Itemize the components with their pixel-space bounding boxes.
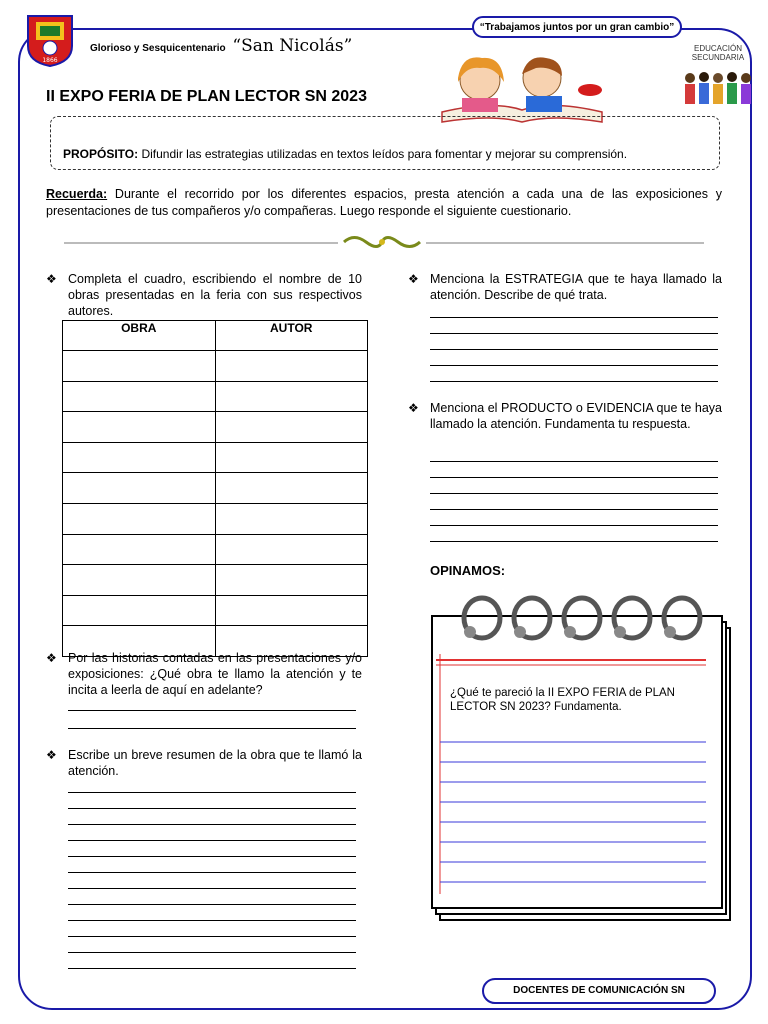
answer-line[interactable]	[68, 920, 356, 921]
table-row	[63, 442, 368, 473]
notebook-prompt: ¿Qué te pareció la II EXPO FERIA de PLAN LECTOR SN 2023? Fundamenta.	[450, 687, 675, 713]
column-header-obra: OBRA	[63, 321, 216, 351]
cell-obra[interactable]	[63, 381, 216, 412]
question-text: Escribe un breve resumen de la obra que te llamó la atención.	[68, 748, 362, 778]
answer-lines-q4[interactable]	[430, 317, 718, 397]
answer-lines-q3[interactable]	[68, 792, 356, 984]
table-row	[63, 565, 368, 596]
cell-obra[interactable]	[63, 412, 216, 443]
footer-label: DOCENTES DE COMUNICACIÓN SN	[482, 978, 716, 1004]
answer-line[interactable]	[430, 317, 718, 318]
school-motto: “Trabajamos juntos por un gran cambio”	[472, 16, 682, 38]
purpose-label: PROPÓSITO:	[63, 147, 139, 161]
table-row	[63, 503, 368, 534]
answer-line[interactable]	[68, 872, 356, 873]
cell-obra[interactable]	[63, 473, 216, 504]
cell-autor[interactable]	[215, 473, 368, 504]
column-header-autor: AUTOR	[215, 321, 368, 351]
diamond-bullet-icon: ❖	[408, 272, 419, 286]
cell-autor[interactable]	[215, 595, 368, 626]
cell-obra[interactable]	[63, 565, 216, 596]
question-favorite-work	[46, 650, 362, 698]
answer-line[interactable]	[68, 904, 356, 905]
answer-line[interactable]	[68, 792, 356, 793]
question-summary	[46, 747, 362, 779]
question-strategy	[408, 271, 722, 303]
answer-line[interactable]	[68, 824, 356, 825]
diamond-bullet-icon: ❖	[46, 748, 57, 762]
answer-line[interactable]	[430, 461, 718, 462]
answer-line[interactable]	[430, 333, 718, 334]
answer-line[interactable]	[430, 477, 718, 478]
cell-obra[interactable]	[63, 351, 216, 382]
cell-autor[interactable]	[215, 381, 368, 412]
question-works-table	[46, 271, 362, 319]
table-row	[63, 595, 368, 626]
school-crest-icon	[24, 12, 76, 68]
table-row	[63, 412, 368, 443]
diamond-bullet-icon: ❖	[46, 272, 57, 286]
opinion-heading: OPINAMOS:	[430, 563, 506, 578]
answer-line[interactable]	[68, 888, 356, 889]
reminder-paragraph	[46, 186, 722, 220]
level-label: EDUCACIÓN SECUNDARIA	[691, 44, 745, 62]
answer-line[interactable]	[430, 493, 718, 494]
cell-obra[interactable]	[63, 595, 216, 626]
question-text: Menciona la ESTRATEGIA que te haya llamado la atención. Describe de qué trata.	[430, 272, 722, 302]
reminder-text: Durante el recorrido por los diferentes espacios, presta atención a cada una de las exposiciones y presentaciones de tus compañeros y/o compañeras. Luego responde el siguiente cuestionario.	[46, 187, 722, 218]
students-group-icon	[682, 70, 754, 106]
answer-lines-q2[interactable]	[68, 710, 356, 729]
table-row	[63, 351, 368, 382]
question-text: Completa el cuadro, escribiendo el nombre de 10 obras presentadas en la feria con sus respectivos autores.	[68, 272, 362, 318]
cell-autor[interactable]	[215, 351, 368, 382]
flourish-divider-icon	[338, 233, 426, 251]
answer-line[interactable]	[68, 856, 356, 857]
table-row	[63, 381, 368, 412]
spiral-notebook-icon	[426, 594, 736, 924]
crest-year: 1866	[42, 57, 58, 64]
works-table	[62, 320, 368, 657]
diamond-bullet-icon: ❖	[408, 401, 419, 415]
table-row	[63, 534, 368, 565]
purpose-text: Difundir las estrategias utilizadas en textos leídos para fomentar y mejorar su comprensión.	[141, 147, 628, 161]
answer-line[interactable]	[430, 349, 718, 350]
school-name-big: “San Nicolás”	[232, 36, 353, 56]
children-reading-icon	[432, 52, 608, 126]
reminder-label: Recuerda:	[46, 187, 108, 201]
cell-obra[interactable]	[63, 442, 216, 473]
purpose-box	[50, 116, 720, 170]
page-title: II EXPO FERIA DE PLAN LECTOR SN 2023	[46, 88, 367, 105]
answer-line[interactable]	[68, 808, 356, 809]
answer-line[interactable]	[430, 541, 718, 542]
cell-autor[interactable]	[215, 565, 368, 596]
answer-line[interactable]	[68, 936, 356, 937]
answer-line[interactable]	[68, 840, 356, 841]
question-text: Por las historias contadas en las presentaciones y/o exposiciones: ¿Qué obra te llamo la atención y te incita a leerla de aquí en adelante?	[68, 651, 362, 697]
answer-line[interactable]	[68, 952, 356, 953]
cell-obra[interactable]	[63, 503, 216, 534]
question-product	[408, 400, 722, 432]
answer-line[interactable]	[430, 365, 718, 366]
cell-autor[interactable]	[215, 412, 368, 443]
cell-autor[interactable]	[215, 442, 368, 473]
school-name	[90, 36, 352, 56]
cell-autor[interactable]	[215, 534, 368, 565]
answer-line[interactable]	[430, 509, 718, 510]
question-text: Menciona el PRODUCTO o EVIDENCIA que te haya llamado la atención. Fundamenta tu respuesta.	[430, 401, 722, 431]
table-row	[63, 473, 368, 504]
diamond-bullet-icon: ❖	[46, 651, 57, 665]
answer-line[interactable]	[68, 968, 356, 969]
answer-lines-q5[interactable]	[430, 461, 718, 557]
answer-line[interactable]	[430, 525, 718, 526]
school-prefix: Glorioso y Sesquicentenario	[90, 43, 226, 54]
cell-autor[interactable]	[215, 503, 368, 534]
answer-line[interactable]	[430, 381, 718, 382]
cell-obra[interactable]	[63, 534, 216, 565]
